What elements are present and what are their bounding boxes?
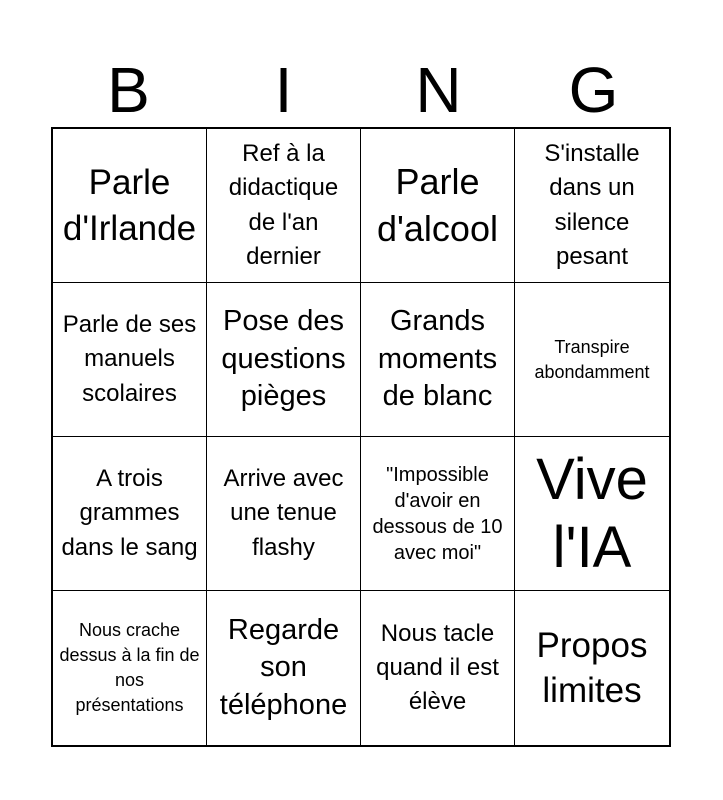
bingo-cell-r3c4[interactable] bbox=[515, 437, 669, 591]
cell-label: Parle d'alcool bbox=[377, 160, 498, 249]
bingo-cell-r4c3[interactable] bbox=[361, 591, 515, 745]
cell-label: Regarde son téléphone bbox=[219, 613, 348, 721]
bingo-card-grid bbox=[51, 127, 671, 747]
cell-label: Transpire abondamment bbox=[534, 336, 650, 382]
cell-label: S'installe dans un silence pesant bbox=[544, 140, 640, 270]
bingo-cell-r1c4[interactable] bbox=[515, 129, 669, 283]
bingo-cell-r2c4[interactable] bbox=[515, 283, 669, 437]
bingo-cell-r3c2[interactable] bbox=[207, 437, 361, 591]
header-letter-n: N bbox=[415, 54, 462, 126]
cell-label: Nous tacle quand il est élève bbox=[376, 619, 499, 716]
bingo-header bbox=[51, 52, 671, 128]
cell-label: Arrive avec une tenue flashy bbox=[223, 465, 344, 561]
cell-label: Parle de ses manuels scolaires bbox=[62, 311, 197, 407]
bingo-cell-r4c2[interactable] bbox=[207, 591, 361, 745]
cell-label: Parle d'Irlande bbox=[62, 163, 197, 248]
cell-label: A trois grammes dans le sang bbox=[61, 465, 198, 561]
bingo-cell-r4c4[interactable] bbox=[515, 591, 669, 745]
cell-label: Pose des questions pièges bbox=[221, 305, 346, 413]
bingo-cell-r2c3[interactable] bbox=[361, 283, 515, 437]
bingo-cell-r1c1[interactable] bbox=[53, 129, 207, 283]
header-letter-b: B bbox=[107, 54, 150, 126]
bingo-cell-r2c1[interactable] bbox=[53, 283, 207, 437]
bingo-cell-r3c1[interactable] bbox=[53, 437, 207, 591]
bingo-cell-r2c2[interactable] bbox=[207, 283, 361, 437]
bingo-cell-r4c1[interactable] bbox=[53, 591, 207, 745]
cell-label: Nous crache dessus à la fin de nos présentations bbox=[59, 620, 200, 715]
cell-label: Vive l'IA bbox=[536, 446, 648, 580]
cell-label: "Impossible d'avoir en dessous de 10 avec moi" bbox=[372, 463, 503, 564]
cell-label: Ref à la didactique de l'an dernier bbox=[228, 140, 339, 270]
header-letter-i: I bbox=[274, 54, 293, 126]
header-letter-g: G bbox=[568, 54, 619, 126]
bingo-cell-r1c3[interactable] bbox=[361, 129, 515, 283]
cell-label: Grands moments de blanc bbox=[377, 305, 498, 413]
cell-label: Propos limites bbox=[536, 625, 648, 710]
bingo-cell-r3c3[interactable] bbox=[361, 437, 515, 591]
bingo-cell-r1c2[interactable] bbox=[207, 129, 361, 283]
